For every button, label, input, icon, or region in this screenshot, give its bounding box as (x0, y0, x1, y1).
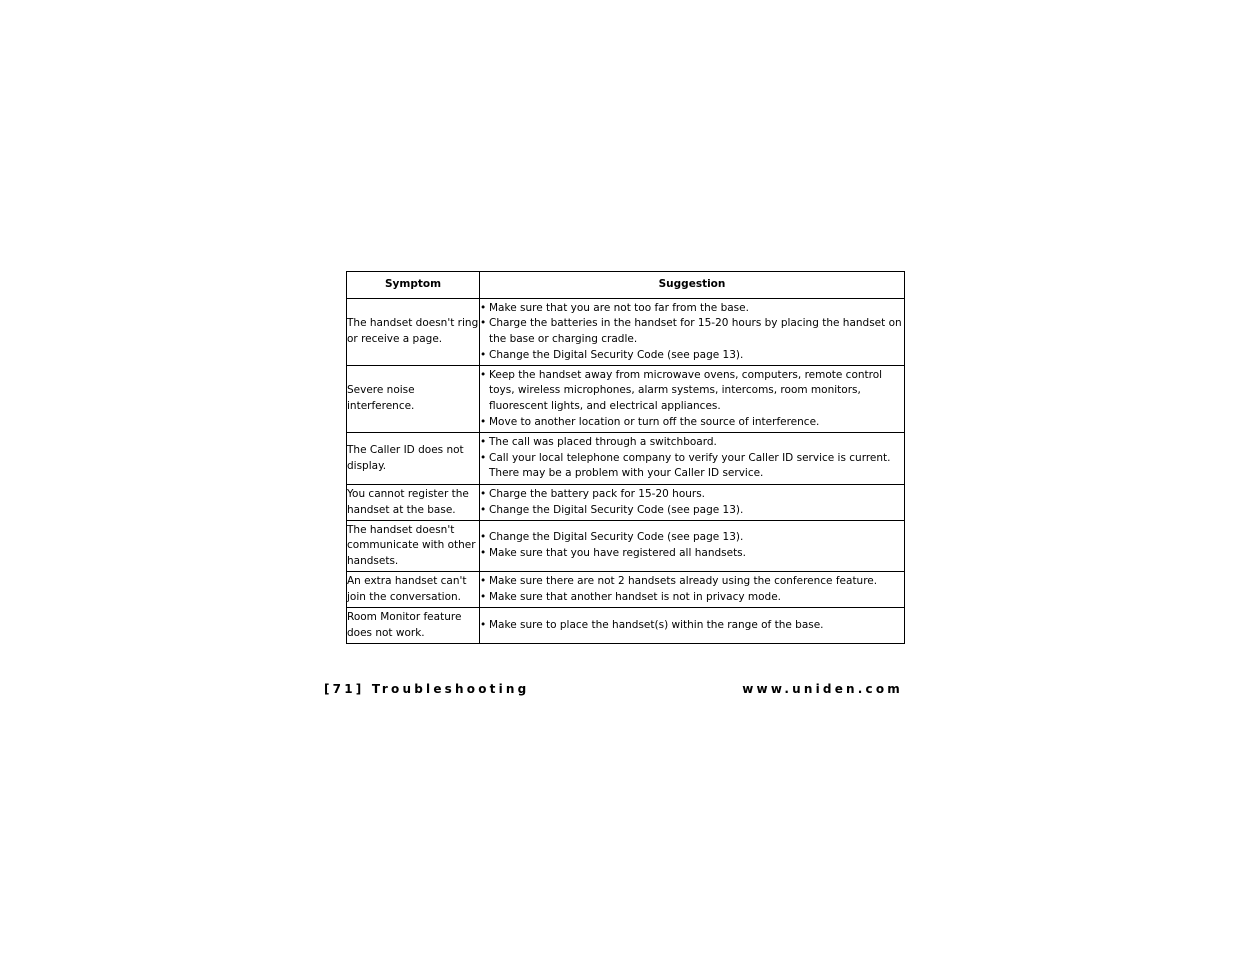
table-row (347, 366, 905, 433)
suggestion-item: • Move to another location or turn off the source of interference. (480, 415, 904, 431)
suggestion-item: • Change the Digital Security Code (see page 13). (480, 503, 904, 519)
symptom-cell: An extra handset can't join the conversation. (347, 572, 480, 608)
suggestion-item: • Call your local telephone company to verify your Caller ID service is current. There may be a problem with your Caller ID service. (480, 451, 904, 482)
suggestion-item: • Make sure to place the handset(s) within the range of the base. (480, 618, 904, 634)
suggestion-list (480, 435, 904, 482)
page-footer-section-label: [71] Troubleshooting (324, 682, 530, 696)
suggestion-item: • Change the Digital Security Code (see page 13). (480, 530, 904, 546)
suggestion-item: • Change the Digital Security Code (see page 13). (480, 348, 904, 364)
suggestion-list (480, 301, 904, 363)
suggestion-list (480, 368, 904, 430)
table-row (347, 299, 905, 366)
suggestion-cell (480, 608, 905, 644)
table-header-row (347, 272, 905, 299)
suggestion-item: • Make sure that you have registered all handsets. (480, 546, 904, 562)
suggestion-item: • Make sure that you are not too far from the base. (480, 301, 904, 317)
suggestion-cell (480, 433, 905, 485)
suggestion-list (480, 574, 904, 605)
suggestion-item: • Charge the batteries in the handset for 15-20 hours by placing the handset on the base or charging cradle. (480, 316, 904, 347)
table-row (347, 521, 905, 572)
symptom-cell: Severe noise interference. (347, 366, 480, 433)
suggestion-list (480, 530, 904, 561)
symptom-cell: You cannot register the handset at the base. (347, 485, 480, 521)
table-row (347, 572, 905, 608)
table-row (347, 433, 905, 485)
symptom-column-header: Symptom (347, 272, 480, 299)
symptom-cell: The handset doesn't communicate with other handsets. (347, 521, 480, 572)
symptom-cell: Room Monitor feature does not work. (347, 608, 480, 644)
symptom-cell: The handset doesn't ring or receive a page. (347, 299, 480, 366)
suggestion-list (480, 618, 904, 634)
suggestion-column-header: Suggestion (480, 272, 905, 299)
suggestion-item: • Make sure there are not 2 handsets already using the conference feature. (480, 574, 904, 590)
suggestion-cell (480, 366, 905, 433)
suggestion-cell (480, 521, 905, 572)
suggestion-item: • The call was placed through a switchboard. (480, 435, 904, 451)
suggestion-cell (480, 299, 905, 366)
table-row (347, 608, 905, 644)
table-row (347, 485, 905, 521)
symptom-cell: The Caller ID does not display. (347, 433, 480, 485)
suggestion-item: • Charge the battery pack for 15-20 hours. (480, 487, 904, 503)
suggestion-cell (480, 485, 905, 521)
troubleshooting-table-wrap (346, 271, 904, 644)
suggestion-item: • Keep the handset away from microwave ovens, computers, remote control toys, wireless microphones, alarm systems, intercoms, room monitors, fluorescent lights, and electrical appliances. (480, 368, 904, 415)
suggestion-list (480, 487, 904, 518)
page-footer-website: www.uniden.com (742, 682, 903, 696)
suggestion-item: • Make sure that another handset is not in privacy mode. (480, 590, 904, 606)
suggestion-cell (480, 572, 905, 608)
troubleshooting-table (346, 271, 905, 644)
